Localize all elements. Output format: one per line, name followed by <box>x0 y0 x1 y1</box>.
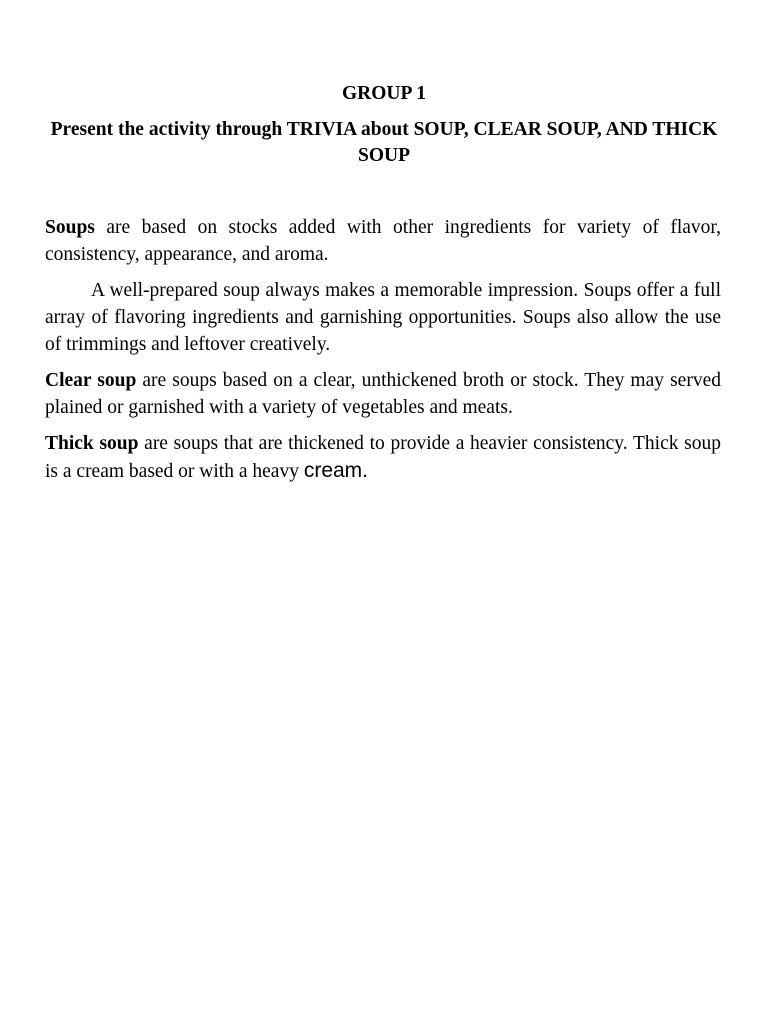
term-thick-soup: Thick soup <box>45 433 139 454</box>
thick-soup-last-word: cream. <box>303 459 369 482</box>
paragraph-clear-soup <box>45 367 721 421</box>
term-soups: Soups <box>45 217 95 238</box>
term-clear-soup: Clear soup <box>45 370 137 391</box>
group-title: GROUP 1 <box>342 83 426 104</box>
paragraph-soups <box>45 214 721 268</box>
paragraph-well-prepared: A well-prepared soup always makes a memorable impression. Soups offer a full array of flavoring ingredients and garnishing opportunities. Soups also allow the use of trimmings and leftover creatively. <box>45 280 721 355</box>
soups-definition: are based on stocks added with other ingredients for variety of flavor, consistency, appearance, and aroma. <box>45 217 721 265</box>
thick-soup-definition: are soups that are thickened to provide a heavier consistency. Thick soup is a cream based or with a heavy <box>45 433 721 482</box>
paragraph-thick-soup <box>45 430 721 485</box>
document-body <box>45 214 721 494</box>
clear-soup-definition: are soups based on a clear, unthickened broth or stock. They may served plained or garnished with a variety of vegetables and meats. <box>45 370 721 418</box>
activity-title: Present the activity through TRIVIA about SOUP, CLEAR SOUP, AND THICK SOUP <box>50 119 718 166</box>
